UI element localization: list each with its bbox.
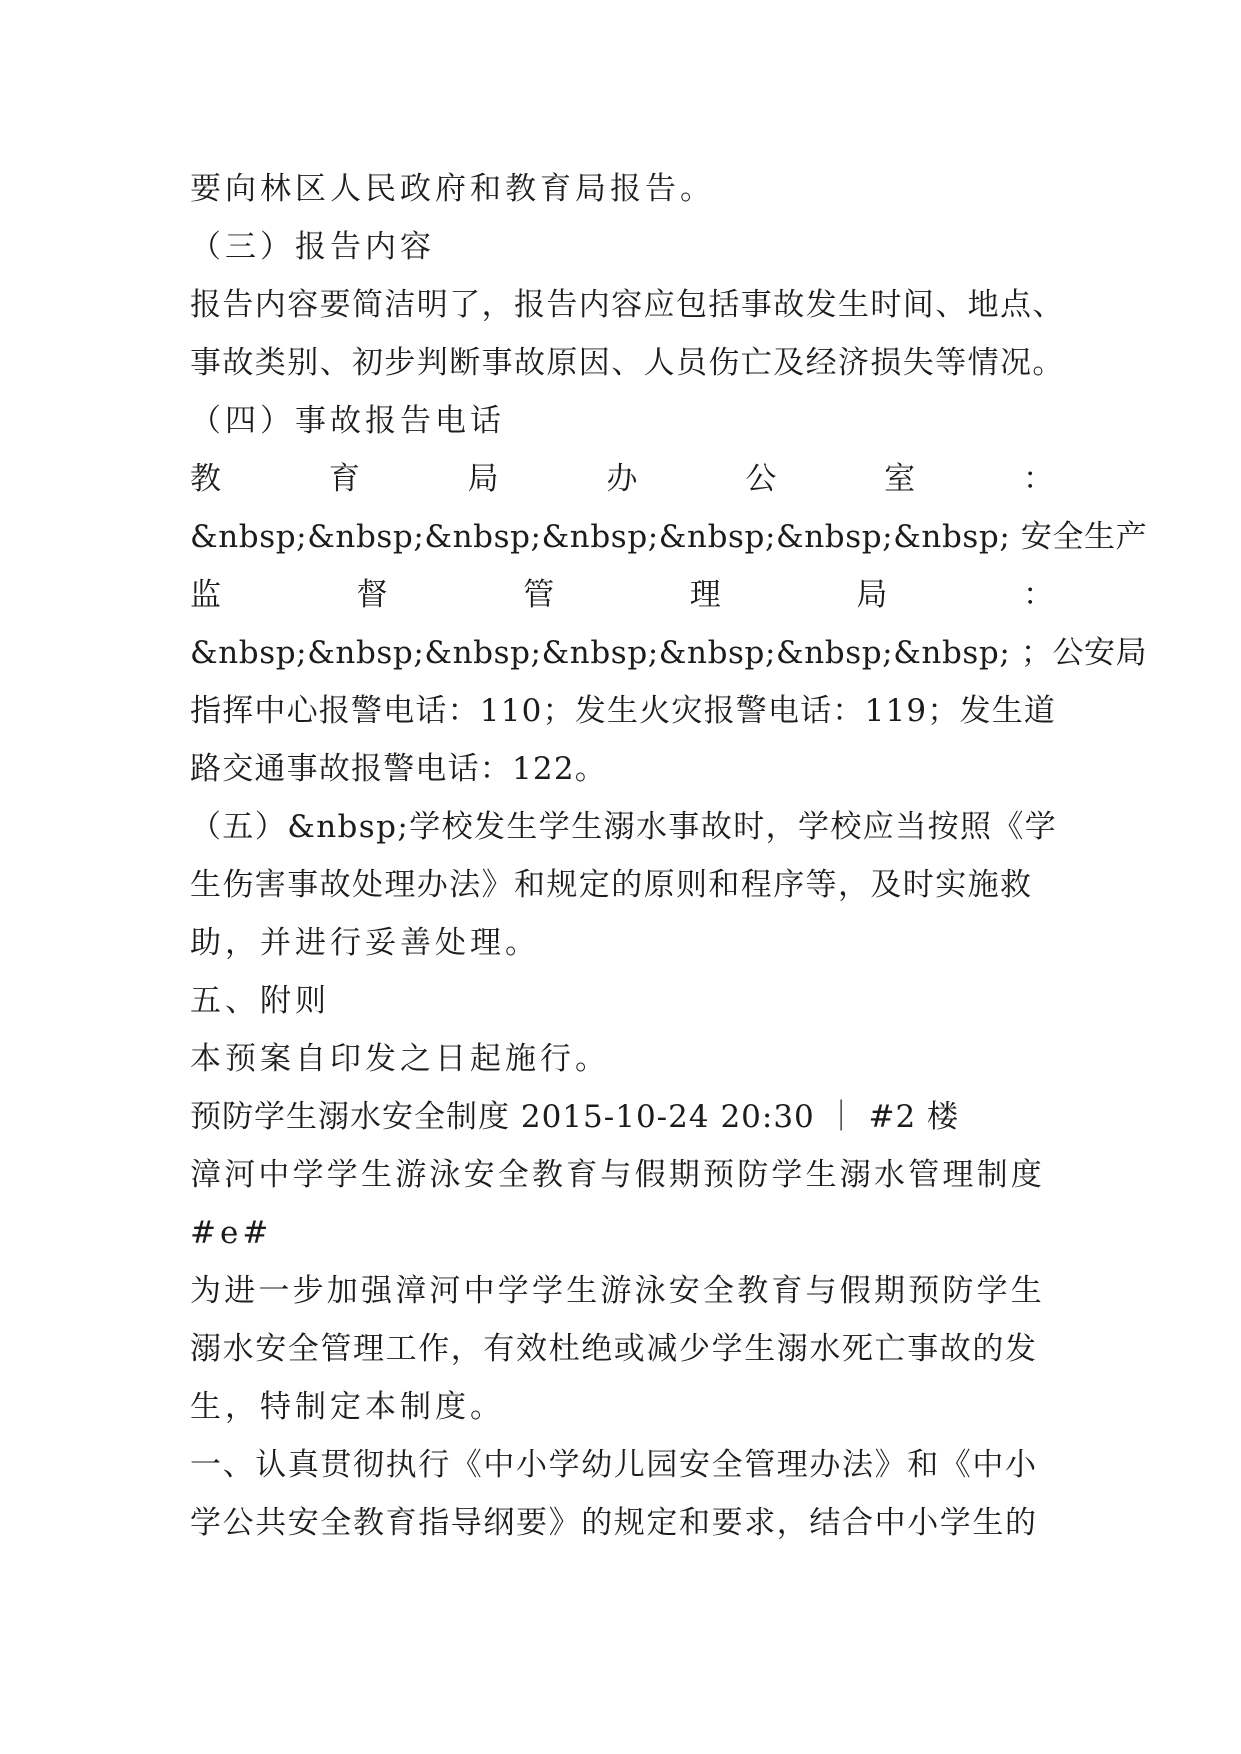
spread-char: ： bbox=[1022, 461, 1054, 497]
spread-char: 教 bbox=[190, 461, 221, 497]
spread-char: ： bbox=[1022, 577, 1054, 613]
text-line: 指挥中心报警电话：110；发生火灾报警电话：119；发生道 bbox=[190, 693, 1057, 729]
document-body bbox=[190, 160, 1148, 1552]
section-heading: （三）报告内容 bbox=[190, 229, 435, 265]
text-line: 要向林区人民政府和教育局报告。 bbox=[190, 171, 715, 207]
spread-char: 局 bbox=[856, 577, 888, 613]
post-meta-line: 预防学生溺水安全制度 2015-10-24 20:30 ｜ #2 楼 bbox=[190, 1099, 960, 1135]
section-heading: 五、附则 bbox=[190, 983, 330, 1019]
spread-char: 督 bbox=[356, 577, 388, 613]
section-heading: （四）事故报告电话 bbox=[190, 403, 505, 439]
text-line: 本预案自印发之日起施行。 bbox=[190, 1041, 610, 1077]
text-line: 生伤害事故处理办法》和规定的原则和程序等，及时实施救 bbox=[190, 867, 1033, 903]
text-line: 路交通事故报警电话：122。 bbox=[190, 751, 607, 787]
text-line: 生，特制定本制度。 bbox=[190, 1389, 505, 1425]
document-title: 漳河中学学生游泳安全教育与假期预防学生溺水管理制度 bbox=[190, 1157, 1045, 1193]
text-line: 溺水安全管理工作，有效杜绝或减少学生溺水死亡事故的发 bbox=[190, 1331, 1038, 1367]
nbsp-line: &nbsp;&nbsp;&nbsp;&nbsp;&nbsp;&nbsp;&nbsp; ；公安局 bbox=[190, 635, 1148, 671]
spread-char: 室 bbox=[884, 461, 916, 497]
nbsp-line: &nbsp;&nbsp;&nbsp;&nbsp;&nbsp;&nbsp;&nbsp; 安全生产 bbox=[190, 519, 1148, 555]
text-line: 助，并进行妥善处理。 bbox=[190, 925, 540, 961]
spread-char: 育 bbox=[328, 461, 360, 497]
spread-char: 局 bbox=[467, 461, 499, 497]
text-line: 报告内容要简洁明了，报告内容应包括事故发生时间、地点、 bbox=[190, 287, 1065, 323]
spread-char: 公 bbox=[745, 461, 777, 497]
phone-line-safety-bureau bbox=[190, 566, 1054, 624]
text-line: 为进一步加强漳河中学学生游泳安全教育与假期预防学生 bbox=[190, 1273, 1045, 1309]
marker-line: #e# bbox=[190, 1215, 273, 1251]
text-line: 事故类别、初步判断事故原因、人员伤亡及经济损失等情况。 bbox=[190, 345, 1065, 381]
phone-line-education-office bbox=[190, 450, 1054, 508]
spread-char: 理 bbox=[689, 577, 721, 613]
spread-char: 办 bbox=[606, 461, 638, 497]
text-line: （五）&nbsp;学校发生学生溺水事故时，学校应当按照《学 bbox=[190, 809, 1058, 845]
spread-char: 管 bbox=[523, 577, 555, 613]
spread-char: 监 bbox=[190, 577, 221, 613]
text-line: 学公共安全教育指导纲要》的规定和要求，结合中小学生的 bbox=[190, 1505, 1038, 1541]
text-line: 一、认真贯彻执行《中小学幼儿园安全管理办法》和《中小 bbox=[190, 1447, 1038, 1483]
